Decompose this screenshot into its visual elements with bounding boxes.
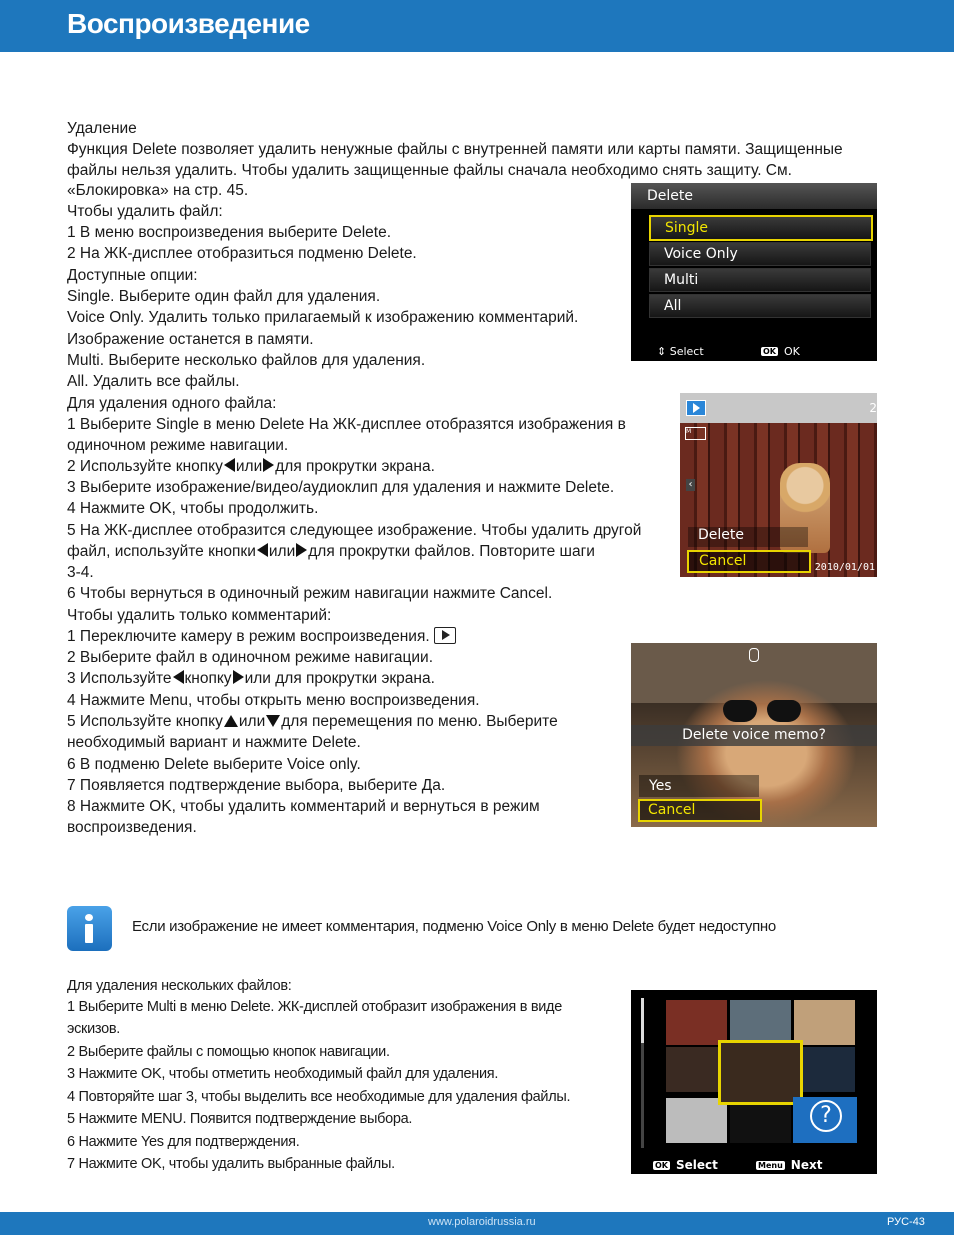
text-line: 6 В подменю Delete выберите Voice only. — [67, 756, 361, 773]
delete-menu-screenshot — [631, 183, 877, 361]
text-fragment: или — [238, 713, 266, 730]
text-line: 2 На ЖК-дисплее отобразиться подменю Delete. — [67, 245, 417, 262]
left-arrow-icon — [257, 543, 268, 557]
section-heading: Удаление — [67, 120, 137, 137]
left-arrow-icon — [224, 458, 235, 472]
info-icon — [67, 906, 112, 951]
file-counter: 2 — [869, 401, 877, 415]
text-line: 5 Нажмите MENU. Появится подтверждение выбора. — [67, 1111, 413, 1127]
text-line: 2 Выберите файл в одиночном режиме навигации. — [67, 649, 434, 666]
menu-item-multi: Multi — [649, 268, 871, 292]
text-line — [67, 668, 435, 689]
text-line: Single. Выберите один файл для удаления. — [67, 288, 381, 305]
right-arrow-icon — [233, 670, 244, 684]
text-line: 2 Выберите файлы с помощью кнопок навигации. — [67, 1044, 390, 1060]
text-line: 1 Выберите Multi в меню Delete. ЖК-дисплей отобразит изображения в виде — [67, 999, 562, 1015]
text-fragment: или для прокрутки экрана. — [244, 670, 435, 687]
select-label: Select — [669, 345, 704, 358]
text-fragment: для прокрутки файлов. Повторите шаги — [308, 543, 595, 560]
text-line: 4 Нажмите OK, чтобы продолжить. — [67, 500, 319, 517]
multi-delete-screenshot — [631, 990, 877, 1174]
page-header — [0, 0, 954, 52]
text-fragment: файл, используйте кнопки — [67, 543, 256, 560]
text-line: 7 Появляется подтверждение выбора, выберите Да. — [67, 777, 446, 794]
text-line: воспроизведения. — [67, 819, 197, 836]
single-delete-screenshot — [680, 393, 877, 577]
text-line: 7 Нажмите OK, чтобы удалить выбранные файлы. — [67, 1156, 395, 1172]
text-line: 6 Чтобы вернуться в одиночный режим навигации нажмите Cancel. — [67, 585, 553, 602]
option-yes: Yes — [639, 775, 759, 797]
text-line: «Блокировка» на стр. 45. — [67, 182, 249, 199]
menu-item-all: All — [649, 294, 871, 318]
menu-title: Delete — [631, 183, 877, 209]
option-cancel: Cancel — [687, 550, 811, 573]
thumbnail — [794, 1000, 855, 1045]
memory-icon: M — [685, 427, 706, 440]
text-line: Изображение останется в памяти. — [67, 331, 314, 348]
next-label: Next — [790, 1158, 823, 1172]
left-nav-icon: ‹ — [686, 479, 695, 491]
text-line: 1 Выберите Single в меню Delete На ЖК-дисплее отобразятся изображения в — [67, 416, 626, 433]
text-line: Доступные опции: — [67, 267, 198, 284]
text-line: 4 Нажмите Menu, чтобы открыть меню воспроизведения. — [67, 692, 480, 709]
text-line: 5 На ЖК-дисплее отобразится следующее изображение. Чтобы удалить другой — [67, 522, 642, 539]
selected-thumbnail — [718, 1040, 803, 1105]
text-line: 6 Нажмите Yes для подтверждения. — [67, 1134, 300, 1150]
scrollbar — [641, 998, 644, 1148]
thumbnail — [730, 1000, 791, 1045]
page-title: Воспроизведение — [67, 8, 310, 39]
ok-label: OK — [784, 345, 800, 358]
thumbnail — [794, 1047, 855, 1092]
text-fragment: 2 Используйте кнопку — [67, 458, 223, 475]
playback-mode-icon — [686, 400, 706, 416]
voice-memo-screenshot — [631, 643, 877, 827]
text-fragment: для прокрутки экрана. — [275, 458, 435, 475]
text-fragment: 1 Переключите камеру в режим воспроизведения. — [67, 628, 430, 645]
right-arrow-icon — [263, 458, 274, 472]
section-heading: Для удаления нескольких файлов: — [67, 978, 292, 994]
text-line: одиночном режиме навигации. — [67, 437, 289, 454]
text-line: All. Удалить все файлы. — [67, 373, 240, 390]
text-line: 3-4. — [67, 564, 94, 581]
text-line: Чтобы удалить только комментарий: — [67, 607, 332, 624]
down-arrow-icon — [266, 715, 280, 727]
text-line — [67, 541, 595, 562]
text-line: Для удаления одного файла: — [67, 395, 277, 412]
option-cancel: Cancel — [638, 799, 762, 822]
select-label: Select — [676, 1158, 718, 1172]
text-fragment: или — [235, 458, 263, 475]
text-line: Multi. Выберите несколько файлов для удаления. — [67, 352, 426, 369]
menu-item-single: Single — [649, 215, 873, 241]
text-line: Чтобы удалить файл: — [67, 203, 223, 220]
photo-background — [680, 393, 877, 423]
select-hint — [653, 1158, 718, 1172]
text-line — [67, 711, 558, 732]
delete-voice-prompt: Delete voice memo? — [631, 725, 877, 746]
page-footer — [0, 1212, 954, 1235]
text-fragment: кнопку — [184, 670, 232, 687]
footer-url: www.polaroidrussia.ru — [428, 1216, 536, 1228]
menu-item-voice-only: Voice Only — [649, 242, 871, 266]
text-line: 4 Повторяйте шаг 3, чтобы выделить все необходимые для удаления файлы. — [67, 1089, 571, 1105]
help-icon — [793, 1097, 857, 1143]
menu-button-icon: Menu — [758, 1161, 783, 1170]
text-line: 1 В меню воспроизведения выберите Delete. — [67, 224, 392, 241]
up-arrow-icon — [224, 715, 238, 727]
text-line: эскизов. — [67, 1021, 120, 1037]
text-line — [67, 456, 435, 477]
photo-subject — [723, 700, 801, 724]
text-line: необходимый вариант и нажмите Delete. — [67, 734, 361, 751]
next-hint — [756, 1158, 822, 1172]
right-arrow-icon — [296, 543, 307, 557]
microphone-icon — [749, 648, 759, 662]
text-line — [67, 626, 456, 647]
text-line: 3 Нажмите OK, чтобы отметить необходимый файл для удаления. — [67, 1066, 499, 1082]
playback-icon — [434, 627, 456, 644]
grid-footer — [631, 1156, 877, 1174]
info-note: Если изображение не имеет комментария, подменю Voice Only в меню Delete будет недоступно — [132, 918, 776, 935]
ok-hint — [761, 345, 800, 358]
text-fragment: 3 Используйте — [67, 670, 172, 687]
select-hint: ⇕ Select — [657, 345, 704, 358]
text-line: Voice Only. Удалить только прилагаемый к изображению комментарий. — [67, 309, 579, 326]
text-fragment: или — [268, 543, 296, 560]
text-line: файлы нельзя удалить. Чтобы удалить защищенные файлы сначала необходимо снять защиту. См. — [67, 162, 792, 179]
text-line: 8 Нажмите OK, чтобы удалить комментарий и вернуться в режим — [67, 798, 540, 815]
thumbnail — [666, 1000, 727, 1045]
text-line: 3 Выберите изображение/видео/аудиоклип для удаления и нажмите Delete. — [67, 479, 615, 496]
option-delete: Delete — [688, 527, 808, 547]
text-line: Функция Delete позволяет удалить ненужные файлы с внутренней памяти или карты памяти. Защищенные — [67, 141, 843, 158]
text-fragment: для перемещения по меню. Выберите — [281, 713, 558, 730]
ok-button-icon: OK — [655, 1161, 668, 1170]
ok-button-icon: OK — [763, 347, 776, 356]
date-stamp: 2010/01/01 — [814, 562, 875, 573]
page-number: РУС-43 — [887, 1216, 925, 1228]
left-arrow-icon — [173, 670, 184, 684]
menu-footer — [631, 345, 877, 361]
text-fragment: 5 Используйте кнопку — [67, 713, 223, 730]
